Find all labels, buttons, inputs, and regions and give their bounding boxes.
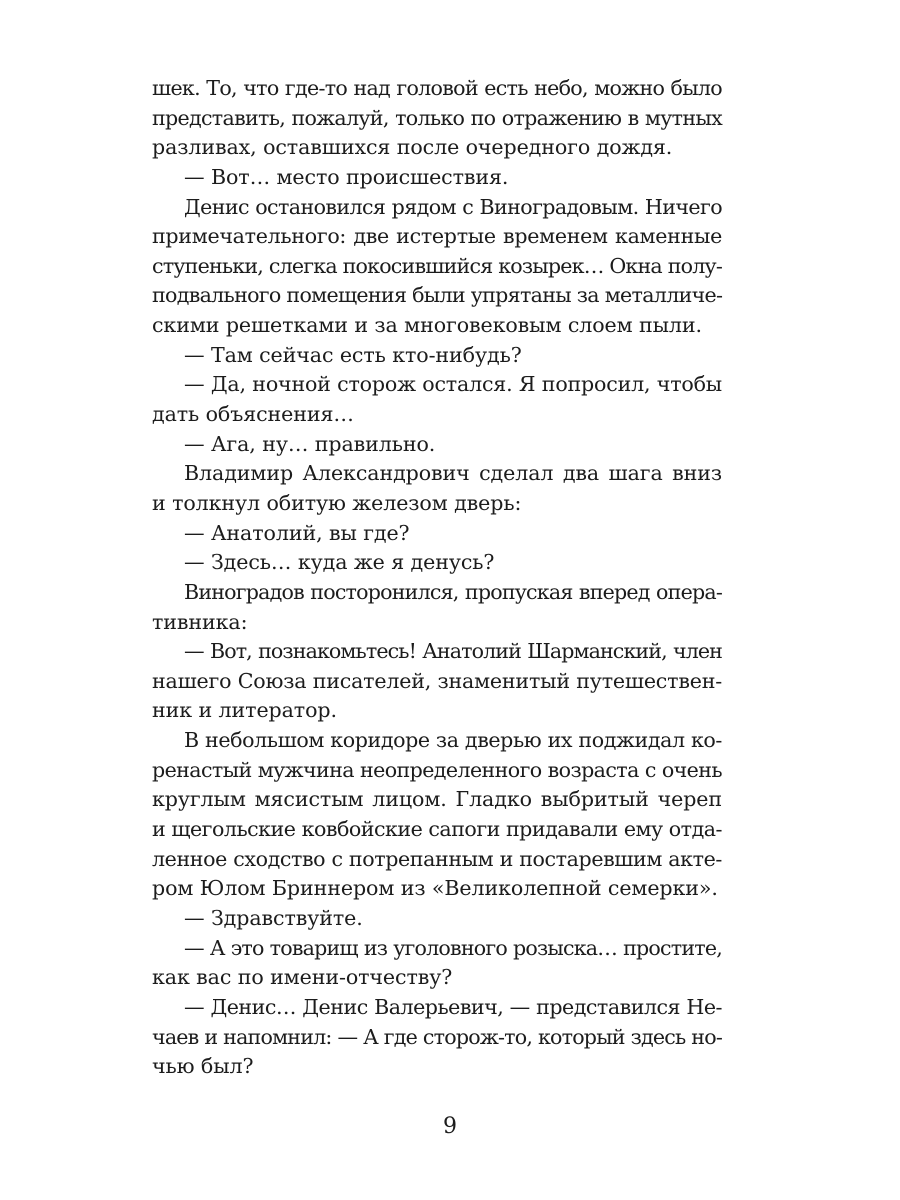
text-line: и толкнул обитую железом дверь: bbox=[152, 490, 522, 515]
text-line: круглым мясистым лицом. Гладко выбритый череп bbox=[152, 787, 722, 812]
text-line: Денис остановился рядом с Виноградовым. Ничего bbox=[184, 194, 722, 219]
text-line: нашего Союза писателей, знаменитый путешествен- bbox=[152, 668, 722, 693]
text-line: Владимир Александрович сделал два шага вниз bbox=[184, 461, 722, 486]
text-line: чаев и напомнил: — А где сторож-то, который здесь но- bbox=[152, 1024, 722, 1049]
text-line: скими решетками и за многовековым слоем пыли. bbox=[152, 313, 702, 338]
text-line: ленное сходство с потрепанным и постаревшим акте- bbox=[152, 846, 722, 871]
text-line: — Здравствуйте. bbox=[184, 905, 363, 930]
text-line: как вас по имени-отчеству? bbox=[152, 965, 453, 990]
page-number: 9 bbox=[443, 1114, 457, 1139]
text-line: — Вот, познакомьтесь! Анатолий Шарманский, член bbox=[184, 639, 722, 664]
text-line: подвального помещения были упрятаны за металличе- bbox=[152, 283, 723, 308]
text-line: шек. То, что где-то над головой есть небо, можно было bbox=[152, 76, 722, 100]
text-line: — Там сейчас есть кто-нибудь? bbox=[184, 342, 522, 367]
text-line: ступеньки, слегка покосившийся козырек… Окна полу- bbox=[152, 253, 722, 278]
text-line: ренастый мужчина неопределенного возраста с очень bbox=[152, 757, 722, 782]
text-line: и щегольские ковбойские сапоги придавали ему отда- bbox=[152, 817, 722, 842]
text-line: — Вот… место происшествия. bbox=[184, 164, 509, 189]
text-line: — Здесь… куда же я денусь? bbox=[184, 550, 495, 575]
body-text bbox=[152, 74, 722, 1082]
text-line: ром Юлом Бриннером из «Великолепной семерки». bbox=[152, 876, 718, 901]
text-line: В небольшом коридоре за дверью их поджидал ко- bbox=[184, 728, 722, 753]
text-line: тивника: bbox=[152, 609, 248, 634]
text-line: — А это товарищ из уголовного розыска… простите, bbox=[184, 935, 722, 960]
text-line: — Ага, ну… правильно. bbox=[184, 431, 436, 456]
text-line: — Денис… Денис Валерьевич, — представился Не- bbox=[184, 994, 722, 1019]
text-line: представить, пожалуй, только по отражению в мутных bbox=[152, 105, 722, 130]
text-line: ник и литератор. bbox=[152, 698, 337, 723]
text-line: Виноградов посторонился, пропуская вперед опера- bbox=[184, 579, 722, 604]
text-line: разливах, оставшихся после очередного дождя. bbox=[152, 135, 673, 160]
text-line: дать объяснения… bbox=[152, 402, 354, 427]
text-line: чью был? bbox=[152, 1054, 254, 1079]
text-line: примечательного: две истертые временем каменные bbox=[152, 224, 722, 249]
text-line: — Анатолий, вы где? bbox=[184, 520, 410, 545]
text-line: — Да, ночной сторож остался. Я попросил, чтобы bbox=[184, 372, 722, 397]
